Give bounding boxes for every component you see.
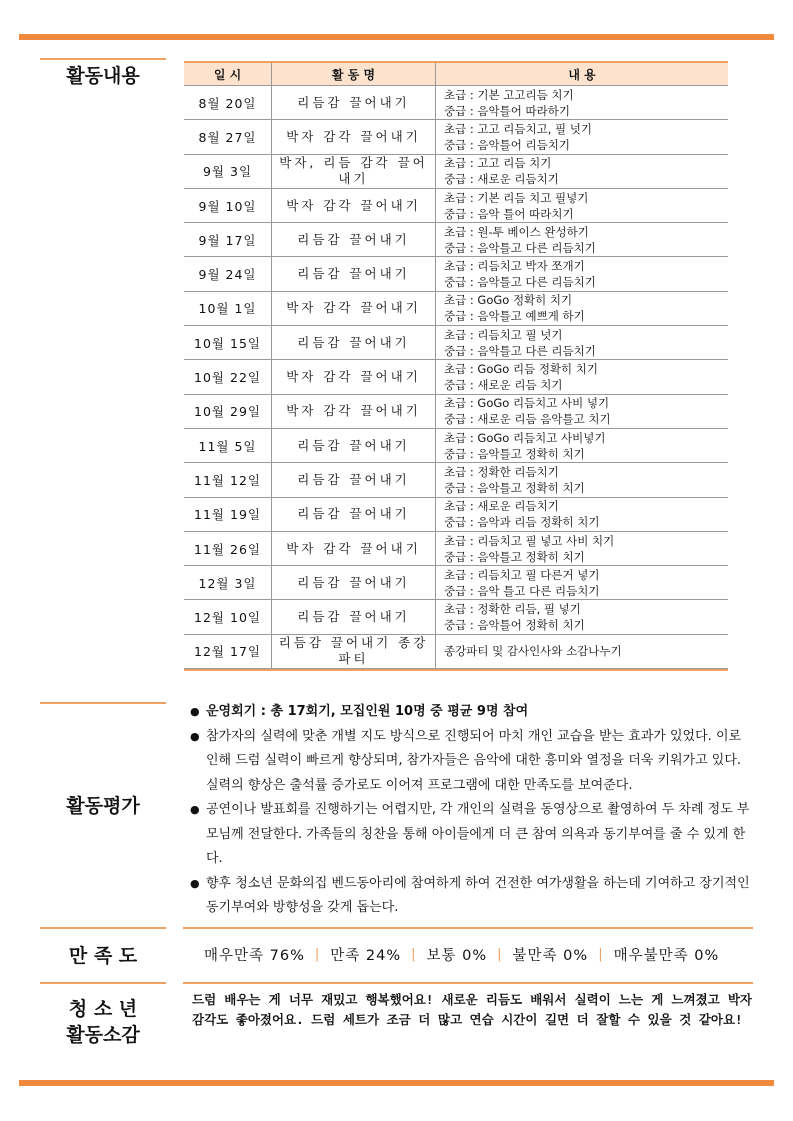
youth-comment: 드럼 배우는 게 너무 재밌고 행복했어요! 새로운 리듬도 배워서 실력이 느는 게 느껴졌고 박자 감각도 좋아졌어요. 드럼 세트가 조금 더 많고 연습 시간이 길면 더 잘할 수 있을 것 같아요! [192,992,752,1027]
table-row [184,155,728,189]
content-line-intermediate: 중급 : 음악틀고 다른 리듬치기 [444,343,596,358]
table-row [184,498,728,532]
cell-activity-name: 리듬감 끌어내기 [272,86,436,119]
table-row [184,600,728,634]
content-line-basic: 초급 : 새로운 리듬치기 [444,499,559,514]
cell-activity-name: 박자, 리듬 감각 끌어내기 [272,155,436,188]
content-line-intermediate: 중급 : 음악틀고 정확히 치기 [444,446,585,461]
cell-content [436,395,728,428]
satisfaction-item: 불만족 0% [512,948,589,964]
table-row [184,463,728,497]
content-line-intermediate: 중급 : 음악 틀고 다른 리듬치기 [444,583,600,598]
content-line-intermediate: 중급 : 새로운 리듬 음악틀고 치기 [444,412,611,427]
content-line-intermediate: 중급 : 음악틀고 정확히 치기 [444,480,585,495]
cell-activity-name: 리듬감 끌어내기 [272,600,436,633]
cell-content [436,498,728,531]
cell-content [436,155,728,188]
cell-date: 8월 20일 [184,86,272,119]
content-line-basic: 초급 : 기본 고고리듬 치기 [444,87,574,102]
content-line-basic: 초급 : 고고 리듬 치기 [444,156,552,171]
section-label-satisfaction: 만 족 도 [68,945,138,967]
cell-activity-name: 리듬감 끌어내기 [272,566,436,599]
section-label-youth-line2: 활동소감 [66,1024,140,1046]
cell-activity-name: 리듬감 끌어내기 [272,463,436,496]
cell-date: 8월 27일 [184,120,272,153]
cell-date: 12월 17일 [184,635,272,668]
table-row [184,292,728,326]
content-line-intermediate: 중급 : 음악과 리듬 정확히 치기 [444,515,600,530]
table-row [184,429,728,463]
cell-activity-name: 리듬감 끌어내기 [272,257,436,290]
content-line-intermediate: 중급 : 음악틀고 다른 리듬치기 [444,240,596,255]
label-rule [40,702,166,704]
cell-date: 10월 22일 [184,360,272,393]
cell-content [436,600,728,633]
evaluation-item: ● 참가자의 실력에 맞춘 개별 지도 방식으로 진행되어 마치 개인 교습을 받는 효과가 있었다. 이로 인해 드럼 실력이 빠르게 향상되며, 참가자들은 음악에 대한 흥미와 열정을 더욱 키워가고 있다. 실력의 향상은 출석률 증가로도 이어져 프로그램에 대한 만족도를 보여준다. [190,725,750,799]
cell-content [436,566,728,599]
content-line-intermediate: 중급 : 새로운 리듬치기 [444,172,559,187]
cell-activity-name: 박자 감각 끌어내기 [272,189,436,222]
content-line-basic: 초급 : 리듬치고 필 다른거 넣기 [444,567,600,582]
table-row [184,120,728,154]
table-row [184,86,728,120]
evaluation-item: ● 향후 청소년 문화의집 벤드동아리에 참여하게 하여 건전한 여가생활을 하는데 기여하고 장기적인 동기부여와 방향성을 갖게 돕는다. [190,872,750,921]
table-row [184,257,728,291]
cell-content [436,223,728,256]
content-line-intermediate: 중급 : 음악틀고 예쁘게 하기 [444,309,585,324]
cell-content [436,463,728,496]
cell-activity-name: 리듬감 끌어내기 [272,223,436,256]
label-rule [40,58,166,60]
cell-activity-name: 박자 감각 끌어내기 [272,360,436,393]
cell-content [436,257,728,290]
content-line-intermediate: 중급 : 음악틀어 리듬치기 [444,137,570,152]
cell-activity-name: 박자 감각 끌어내기 [272,532,436,565]
table-row [184,360,728,394]
cell-content [436,635,728,668]
divider: | [598,947,604,962]
cell-activity-name: 리듬감 끌어내기 종강파티 [272,635,436,668]
satisfaction-item: 만족 24% [330,948,402,964]
evaluation-item: ● 공연이나 발표회를 진행하기는 어렵지만, 각 개인의 실력을 동영상으로 촬영하여 두 차례 정도 부모님께 전달한다. 가족들의 칭찬을 통해 아이들에게 더 큰 참여 의욕과 동기부여를 줄 수 있게 한다. [190,798,750,872]
content-line-basic: 초급 : 리듬치고 필 넣고 사비 치기 [444,533,615,548]
table-row [184,532,728,566]
cell-activity-name: 박자 감각 끌어내기 [272,292,436,325]
cell-content [436,120,728,153]
cell-date: 11월 12일 [184,463,272,496]
table-row [184,395,728,429]
cell-date: 10월 29일 [184,395,272,428]
satisfaction-item: 매우만족 76% [204,948,305,964]
content-line-basic: 초급 : 고고 리듬치고, 필 넛기 [444,121,593,136]
cell-activity-name: 박자 감각 끌어내기 [272,120,436,153]
cell-date: 10월 1일 [184,292,272,325]
content-line-intermediate: 중급 : 음악틀고 다른 리듬치기 [444,275,596,290]
schedule-table [184,61,728,671]
cell-content [436,532,728,565]
content-line-basic: 초급 : GoGo 리듬치고 사비 넣기 [444,396,610,411]
cell-date: 10월 15일 [184,326,272,359]
section-label-activity: 활동내용 [66,65,140,87]
cell-content [436,326,728,359]
cell-date: 9월 24일 [184,257,272,290]
content-line-basic: 초급 : GoGo 정확히 치기 [444,293,573,308]
content-line-intermediate: 중급 : 음악틀고 정확히 치기 [444,549,585,564]
header-activity-name: 활 동 명 [272,63,436,85]
section-label-evaluation: 활동평가 [66,795,140,817]
content-line-basic: 초급 : 정확한 리듬치기 [444,464,559,479]
content-line-basic: 초급 : GoGo 리듬 정확히 치기 [444,362,599,377]
table-row [184,635,728,669]
content-line-basic: 초급 : 리듬치고 필 넛기 [444,327,563,342]
top-orange-rule [19,34,774,40]
cell-date: 12월 10일 [184,600,272,633]
cell-activity-name: 박자 감각 끌어내기 [272,395,436,428]
cell-activity-name: 리듬감 끌어내기 [272,326,436,359]
divider: | [314,947,321,962]
cell-activity-name: 리듬감 끌어내기 [272,498,436,531]
section-rule [183,927,753,929]
evaluation-item: ● 운영회기 : 총 17회기, 모집인원 10명 중 평균 9명 참여 [190,700,750,725]
content-line-basic: 초급 : 기본 리듬 치고 필넣기 [444,190,589,205]
content-line-basic: 초급 : 리듬치고 박자 쪼개기 [444,259,585,274]
content-line-intermediate: 중급 : 음악틀어 따라하기 [444,103,570,118]
divider: | [497,947,503,962]
table-row [184,223,728,257]
content-line-basic: 종강파티 및 감사인사와 소감나누기 [444,644,622,659]
satisfaction-item: 보통 0% [426,948,488,964]
table-bottom-rule [184,669,728,671]
label-rule [40,982,166,984]
satisfaction-row [204,944,719,965]
content-line-basic: 초급 : GoGo 리듬치고 사비넣기 [444,430,606,445]
cell-date: 12월 3일 [184,566,272,599]
content-line-intermediate: 중급 : 새로운 리듬 치기 [444,378,563,393]
header-content: 내 용 [568,67,596,82]
cell-date: 9월 17일 [184,223,272,256]
cell-content [436,292,728,325]
content-line-basic: 초급 : 원-투 베이스 완성하기 [444,224,589,239]
content-line-intermediate: 중급 : 음악 틀어 따라치기 [444,206,574,221]
section-rule [183,982,753,984]
table-row [184,189,728,223]
satisfaction-item: 매우불만족 0% [613,948,720,964]
evaluation-list [190,700,750,921]
cell-activity-name: 리듬감 끌어내기 [272,429,436,462]
table-body [184,86,728,669]
cell-content [436,360,728,393]
cell-date: 11월 5일 [184,429,272,462]
header-date: 일 시 [184,63,272,85]
content-line-intermediate: 중급 : 음악틀어 정확히 치기 [444,618,585,633]
cell-content [436,429,728,462]
table-row [184,326,728,360]
cell-date: 9월 3일 [184,155,272,188]
cell-date: 11월 19일 [184,498,272,531]
label-rule [40,927,166,929]
cell-date: 11월 26일 [184,532,272,565]
content-line-basic: 초급 : 정확한 리듬, 필 넣기 [444,602,581,617]
divider: | [411,947,417,962]
cell-content [436,86,728,119]
table-row [184,566,728,600]
table-header [184,63,728,86]
cell-date: 9월 10일 [184,189,272,222]
bottom-orange-rule [19,1080,774,1086]
section-label-youth-line1: 청 소 년 [68,998,138,1020]
cell-content [436,189,728,222]
